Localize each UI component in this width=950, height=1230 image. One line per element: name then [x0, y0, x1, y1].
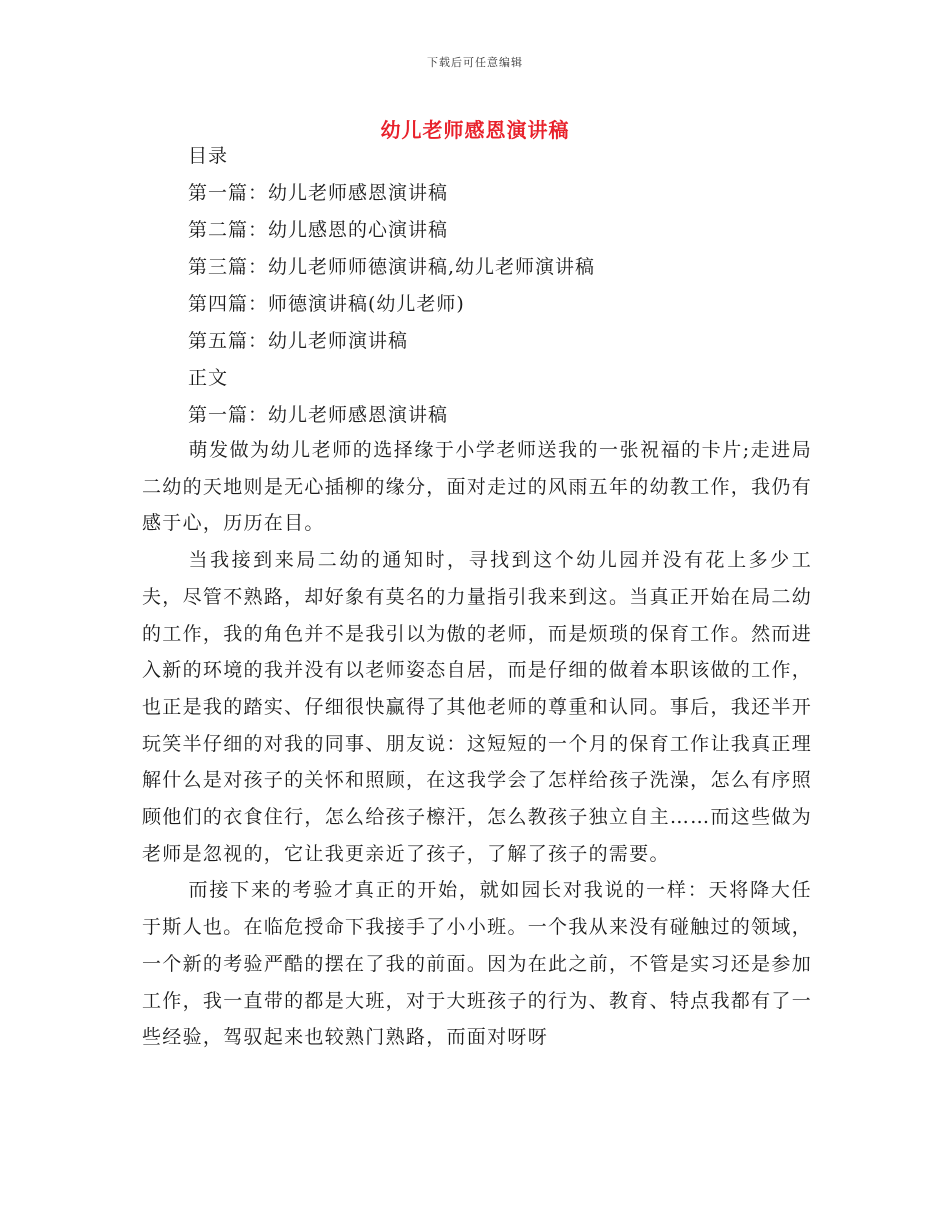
- body-heading: 正文: [188, 367, 229, 389]
- document-title: 幼儿老师感恩演讲稿: [380, 118, 570, 142]
- toc-item-5: 第五篇：幼儿老师演讲稿: [188, 330, 409, 352]
- table-of-contents: [188, 138, 828, 434]
- article-body: [142, 432, 812, 1056]
- paragraph-1: 萌发做为幼儿老师的选择缘于小学老师送我的一张祝福的卡片;走进局二幼的天地则是无心插柳的缘分，面对走过的风雨五年的幼教工作，我仍有感于心，历历在目。: [142, 439, 812, 535]
- paragraph-2: 当我接到来局二幼的通知时，寻找到这个幼儿园并没有花上多少工夫，尽管不熟路，却好象有莫名的力量指引我来到这。当真正开始在局二幼的工作，我的角色并不是我引以为傲的老师，而是烦琐的保育工作。然而进入新的环境的我并没有以老师姿态自居，而是仔细的做着本职该做的工作，也正是我的踏实、仔细很快赢得了其他老师的尊重和认同。事后，我还半开玩笑半仔细的对我的同事、朋友说：这短短的一个月的保育工作让我真正理解什么是对孩子的关怀和照顾，在这我学会了怎样给孩子洗澡，怎么有序照顾他们的衣食住行，怎么给孩子檫汗，怎么教孩子独立自主……而这些做为老师是忽视的，它让我更亲近了孩子，了解了孩子的需要。: [142, 549, 812, 865]
- toc-item-4: 第四篇：师德演讲稿(幼儿老师): [188, 293, 465, 315]
- toc-item-2: 第二篇：幼儿感恩的心演讲稿: [188, 219, 449, 241]
- first-article-heading: 第一篇：幼儿老师感恩演讲稿: [188, 404, 449, 426]
- toc-heading: 目录: [188, 145, 229, 167]
- header-note: 下载后可任意编辑: [427, 56, 523, 69]
- toc-item-1: 第一篇：幼儿老师感恩演讲稿: [188, 182, 449, 204]
- toc-item-3: 第三篇：幼儿老师师德演讲稿,幼儿老师演讲稿: [188, 256, 596, 278]
- paragraph-3: 而接下来的考验才真正的开始，就如园长对我说的一样：天将降大任于斯人也。在临危授命下我接手了小小班。一个我从来没有碰触过的领域，一个新的考验严酷的摆在了我的前面。因为在此之前，不管是实习还是参加工作，我一直带的都是大班，对于大班孩子的行为、教育、特点我都有了一些经验，驾驭起来也较熟门熟路，而面对呀呀: [142, 879, 812, 1049]
